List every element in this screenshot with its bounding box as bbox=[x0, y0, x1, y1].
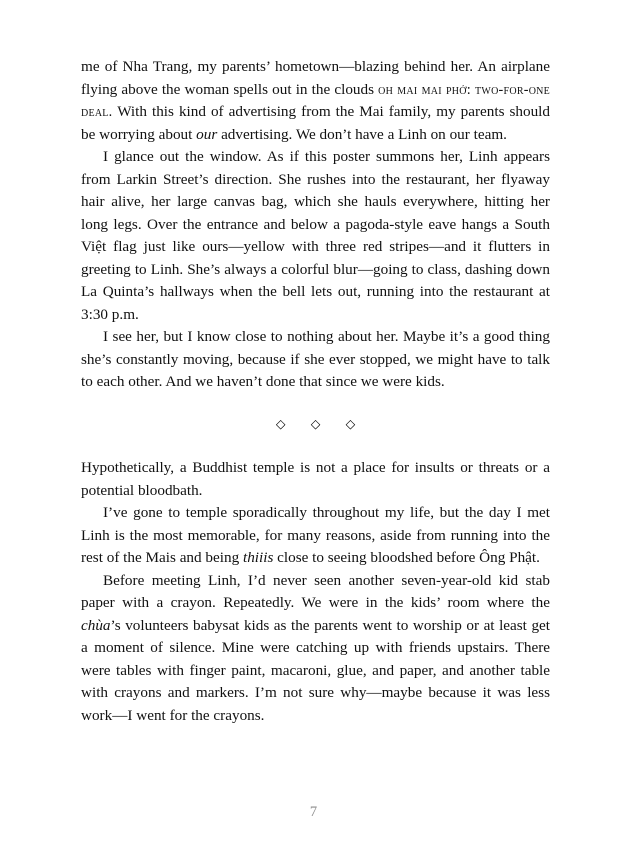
paragraph-5 bbox=[81, 502, 550, 570]
ornament-spacer-above bbox=[81, 394, 550, 414]
paragraph-1-run-5: advertising. We don’t have a Linh on our team. bbox=[217, 125, 507, 143]
paragraph-6-run-3: ’s volunteers babysat kids as the parents went to worship or at least get a moment of silence. Mine were catching up with friends upstairs. There were tables with finger paint, macaroni, glue, and paper, and another table with crayons and markers. I’m not sure why—maybe because it was less work—I went for the crayons. bbox=[81, 616, 550, 724]
ornament-row bbox=[265, 414, 366, 437]
paragraph-4-run-1: Hypothetically, a Buddhist temple is not a place for insults or threats or a potential bloodbath. bbox=[81, 459, 550, 499]
paragraph-1-italic-our: our bbox=[196, 125, 218, 143]
paragraph-3 bbox=[81, 326, 550, 394]
paragraph-2-run-1: I glance out the window. As if this poster summons her, Linh appears from Larkin Street’s direction. She rushes into the restaurant, her flyaway hair alive, her large canvas bag, which she hauls everywhere, hitting her long legs. Over the entrance and below a pagoda-style eave hangs a South Việt flag just like ours—yellow with three red stripes—and it flutters in greeting to Linh. She’s always a colorful blur—going to class, dashing down La Quinta’s hallways when the bell lets out, running into the restaurant at 3:30 p.m. bbox=[81, 148, 550, 323]
paragraph-4 bbox=[81, 457, 550, 502]
scene-break-ornament bbox=[81, 414, 550, 437]
paragraph-6-run-1: Before meeting Linh, I’d never seen another seven-year-old kid stab paper with a crayon. Repeatedly. We were in the kids’ room where the bbox=[81, 571, 550, 611]
page-number: 7 bbox=[309, 804, 318, 820]
ornament-spacer-below bbox=[81, 436, 550, 457]
paragraph-1-run-3: With this kind of advertising from the Mai family, my parents should be worrying about bbox=[81, 103, 550, 143]
paragraph-3-run-1: I see her, but I know close to nothing about her. Maybe it’s a good thing she’s constantly moving, because if she ever stopped, we might have to talk to each other. And we haven’t done that since we were kids. bbox=[81, 328, 550, 390]
paragraph-6 bbox=[81, 570, 550, 728]
paragraph-6-italic-chua: chùa bbox=[81, 616, 111, 634]
paragraph-1-run-1: me of Nha Trang, my parents’ hometown—blazing behind her. An airplane flying above the woman spells out in the clouds bbox=[81, 58, 550, 98]
lozenge-ornament-icon: ◇ bbox=[345, 416, 356, 432]
lozenge-ornament-icon: ◇ bbox=[310, 416, 321, 432]
paragraph-5-run-1: I’ve gone to temple sporadically throughout my life, but the day I met Linh is the most memorable, for many reasons, aside from running into the rest of the Mais and being bbox=[81, 504, 550, 566]
lozenge-ornament-icon: ◇ bbox=[275, 416, 286, 432]
paragraph-1 bbox=[81, 56, 550, 146]
paragraph-5-run-3: close to seeing bloodshed before Ông Phật. bbox=[273, 549, 540, 566]
paragraph-5-italic-thiiis: thiiis bbox=[242, 549, 274, 566]
paragraph-2 bbox=[81, 146, 550, 326]
page-text-column bbox=[81, 56, 550, 727]
paragraph-1-smallcaps-ad-copy: oh mai mai phở: two-for-one deal. bbox=[81, 81, 551, 120]
